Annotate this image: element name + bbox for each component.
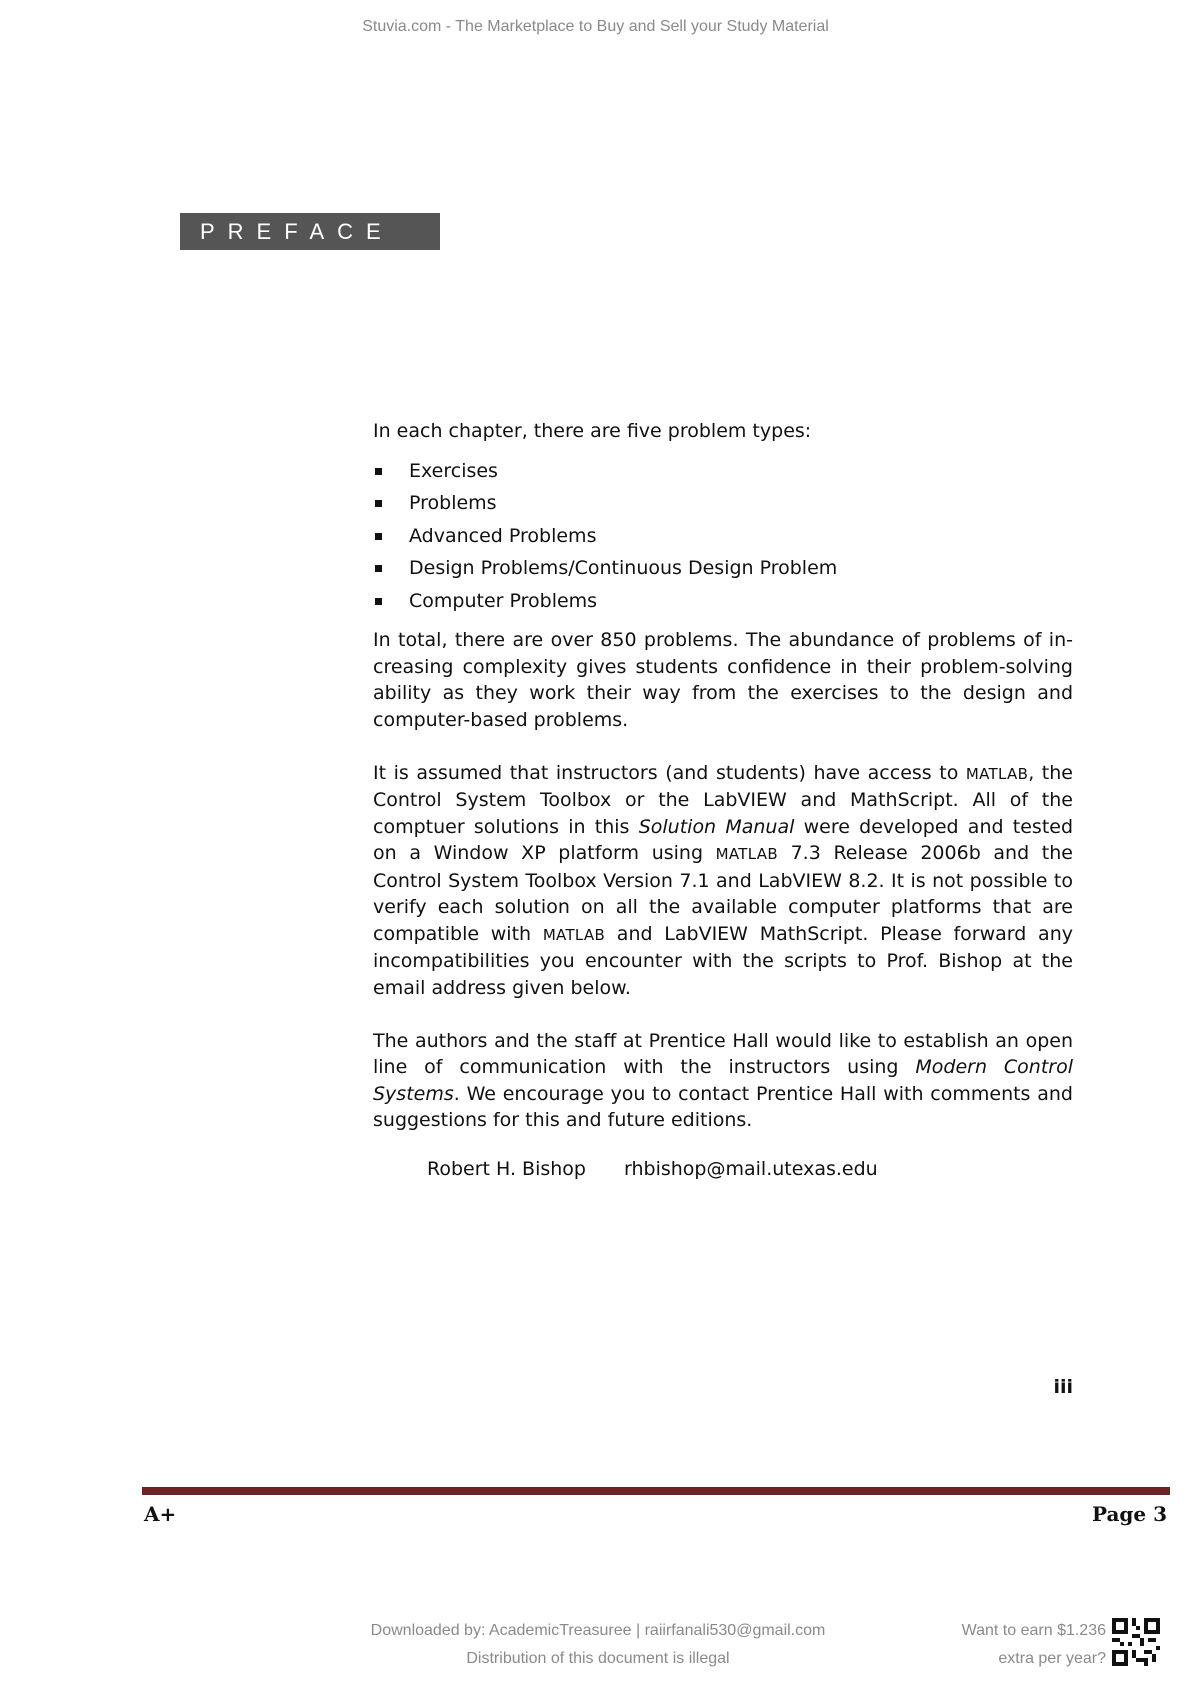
paragraph-contact: The authors and the staff at Prentice Hall would like to establish an open line of communication with the instructors using Modern Control Systems. We encourage you to contact Prentice Hall with comments and suggestions for this and future editions.	[373, 1029, 1073, 1131]
stuvia-watermark-top: Stuvia.com - The Marketplace to Buy and Sell your Study Material	[362, 18, 829, 35]
list-item: Computer Problems	[373, 585, 1073, 618]
author-email: rhbishop@mail.utexas.edu	[624, 1158, 878, 1180]
intro-text: In each chapter, there are five problem types:	[373, 420, 812, 442]
page-number-roman: iii	[1053, 1376, 1073, 1398]
author-name: Robert H. Bishop	[427, 1158, 586, 1180]
matlab-name: MATLAB	[965, 764, 1029, 783]
square-bullet-icon	[375, 565, 382, 572]
earn-promo-line1[interactable]: Want to earn $1.236	[961, 1622, 1106, 1639]
distribution-notice: Distribution of this document is illegal	[466, 1650, 730, 1667]
list-item: Advanced Problems	[373, 520, 1073, 553]
problem-types-list	[373, 455, 1073, 618]
qr-code-icon[interactable]	[1112, 1618, 1160, 1666]
list-item: Problems	[373, 487, 1073, 520]
square-bullet-icon	[375, 468, 382, 475]
square-bullet-icon	[375, 598, 382, 605]
book-title: Modern Control Systems	[373, 1056, 1073, 1105]
list-item: Exercises	[373, 455, 1073, 488]
list-item: Design Problems/Continuous Design Problem	[373, 552, 1073, 585]
footer-grade: A+	[144, 1502, 177, 1526]
solution-manual-title: Solution Manual	[638, 815, 795, 838]
square-bullet-icon	[375, 533, 382, 540]
matlab-name: MATLAB	[542, 925, 606, 944]
preface-content	[373, 418, 1073, 1160]
footer-page-number: Page 3	[1091, 1502, 1167, 1526]
matlab-name: MATLAB	[715, 845, 778, 863]
earn-promo-line2[interactable]: extra per year?	[998, 1650, 1106, 1667]
square-bullet-icon	[375, 500, 382, 507]
download-notice: Downloaded by: AcademicTreasuree | raiirfanali530@gmail.com	[370, 1622, 826, 1639]
footer-divider	[142, 1487, 1170, 1495]
paragraph-software: It is assumed that instructors (and students) have access to MATLAB, the Control System Toolbox or the LabVIEW and MathScript. All of the comptuer solutions in this Solution Manual were developed and tested on a Window XP platform using MATLAB 7.3 Release 2006b and the Control System Toolbox Version 7.1 and LabVIEW 8.2. It is not possible to verify each solution on all the available computer platforms that are compatible with MATLAB and LabVIEW MathScript. Please forward any incompatibilities you encounter with the scripts to Prof. Bishop at the email address given below.	[373, 761, 1074, 999]
signature	[427, 1158, 878, 1180]
preface-heading: PREFACE	[180, 213, 440, 250]
paragraph-problem-count: In total, there are over 850 problems. The abundance of problems of increasing complexity gives students confidence in their problem-solving ability as they work their way from the exercises to the design and computer-based problems.	[373, 629, 1073, 731]
